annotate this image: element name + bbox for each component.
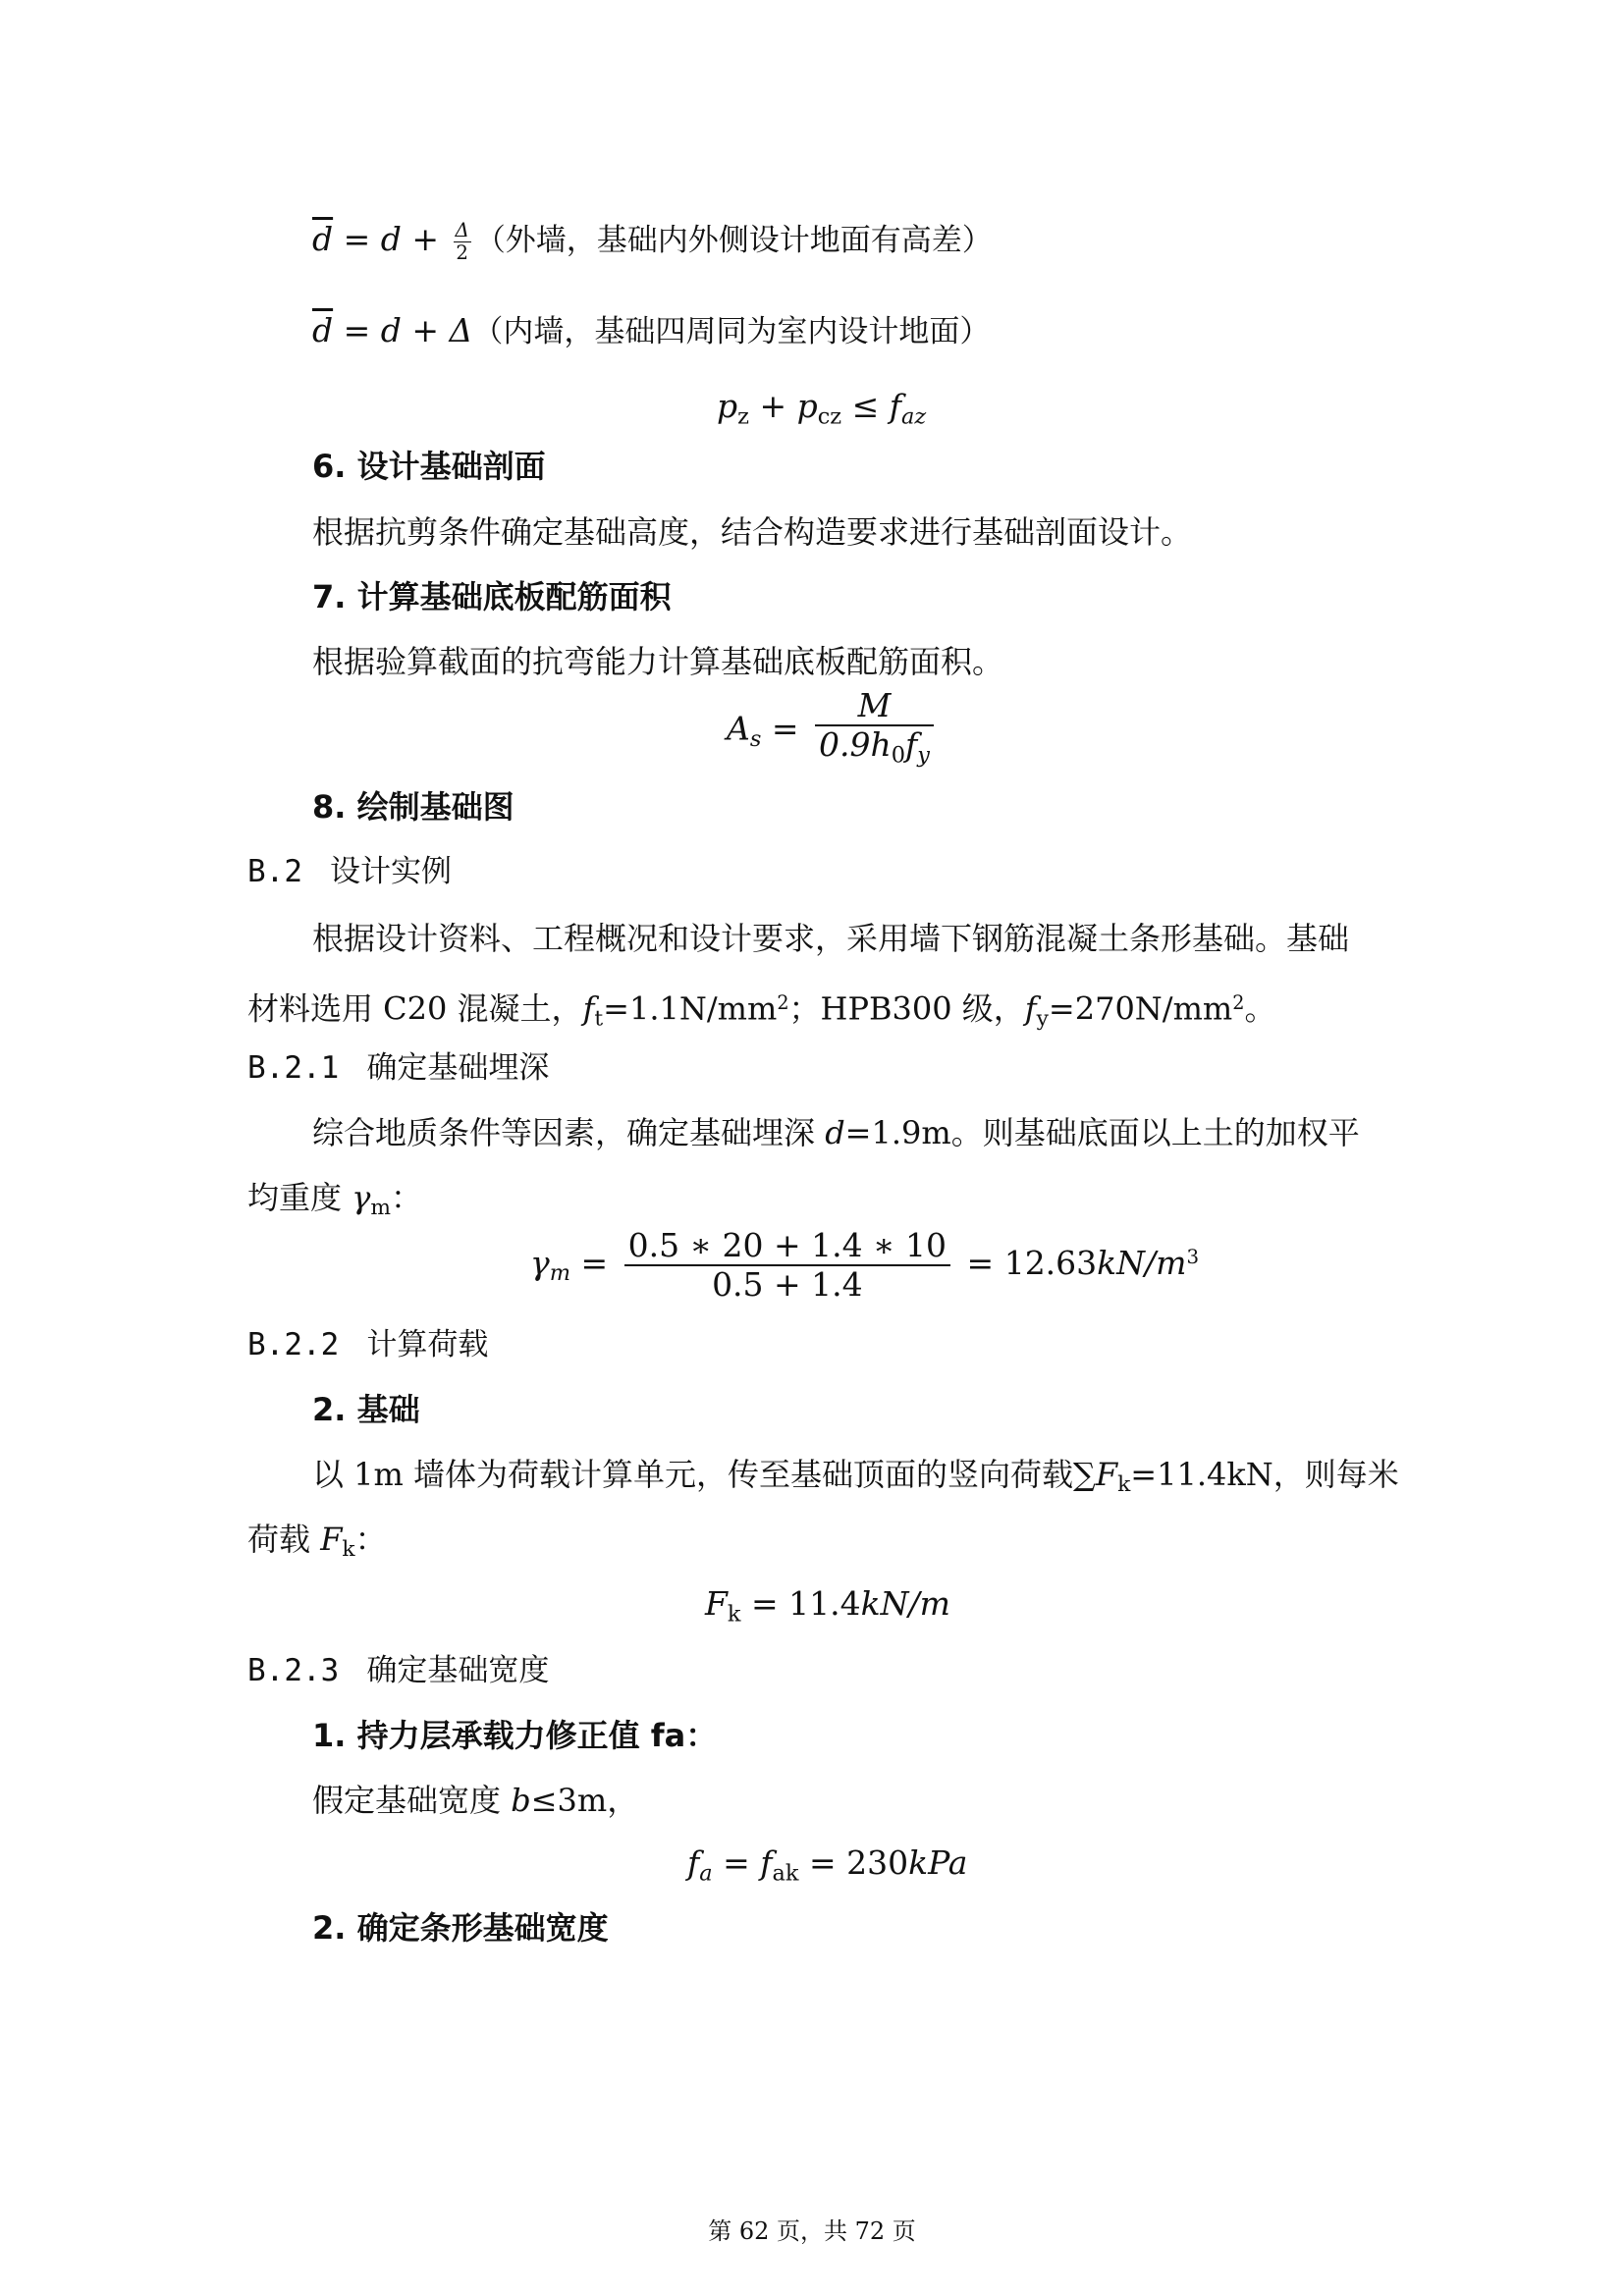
unit: kN/m xyxy=(860,1584,950,1623)
sym: f xyxy=(582,989,595,1028)
formula-gamma xyxy=(530,1227,1199,1304)
section-title: 确定基础埋深 xyxy=(366,1050,550,1086)
formula-as xyxy=(727,687,940,774)
d-bar-symbol: $\overline{d}$ xyxy=(312,220,334,258)
section-b2 xyxy=(247,850,452,893)
sup: 2 xyxy=(1232,991,1245,1014)
unit: kPa xyxy=(908,1843,968,1882)
sup: 2 xyxy=(777,991,789,1014)
section-number: B.2 xyxy=(247,854,302,889)
section-title: 计算荷载 xyxy=(366,1327,489,1362)
heading-8: 8. 绘制基础图 xyxy=(312,788,514,826)
section-b23 xyxy=(247,1649,549,1692)
text: 均重度 xyxy=(247,1179,352,1216)
formula-pz-check xyxy=(717,385,926,438)
heading-2-width: 2. 确定条形基础宽度 xyxy=(312,1909,609,1947)
formula-fa xyxy=(687,1842,967,1895)
sym-sub: s xyxy=(749,725,762,752)
frac-num: 0.5 ∗ 20 + 1.4 ∗ 10 xyxy=(624,1227,950,1266)
section-b22 xyxy=(247,1323,488,1366)
formula-fk xyxy=(705,1582,950,1635)
op: + xyxy=(748,387,797,425)
op: = xyxy=(712,1843,761,1882)
text: ≤3m， xyxy=(530,1782,639,1819)
section-b21 xyxy=(247,1046,549,1090)
result: = 12.63 xyxy=(956,1243,1098,1282)
text: ： xyxy=(390,1179,422,1216)
section-title: 确定基础宽度 xyxy=(366,1653,550,1688)
den-part: f xyxy=(905,724,918,764)
text: =11.4kN，则每米 xyxy=(1130,1456,1399,1493)
sym-sub: ak xyxy=(772,1860,799,1887)
frac-den: 0.5 + 1.4 xyxy=(712,1264,863,1304)
frac-den xyxy=(815,726,934,774)
sym: f xyxy=(687,1843,700,1882)
text: 材料选用 C20 混凝土， xyxy=(247,989,583,1028)
sym: p xyxy=(717,387,738,425)
formula-note: （外墙，基础内外侧设计地面有高差） xyxy=(474,223,993,258)
sym-sub: az xyxy=(900,403,927,430)
paragraph-depth-line2 xyxy=(247,1176,422,1230)
unit: kN/m xyxy=(1097,1243,1187,1282)
section-number: B.2.2 xyxy=(247,1327,340,1362)
text: 以 1m 墙体为荷载计算单元，传至基础顶面的竖向荷载∑ xyxy=(312,1456,1096,1493)
den-sub: y xyxy=(917,742,930,769)
paragraph-width xyxy=(312,1779,638,1822)
paragraph-load-line1 xyxy=(312,1453,1399,1507)
sym: f xyxy=(1024,989,1037,1028)
text: 。 xyxy=(1244,989,1276,1028)
paragraph-load-line2 xyxy=(247,1518,387,1572)
sym-sub: a xyxy=(699,1860,713,1887)
sym-sub: k xyxy=(727,1601,741,1628)
op: = xyxy=(761,709,809,748)
section-number: B.2.1 xyxy=(247,1050,340,1086)
result: = 230 xyxy=(798,1843,909,1882)
sym: γ xyxy=(530,1243,550,1282)
paragraph-depth-line1 xyxy=(312,1111,1360,1154)
text: 假定基础宽度 xyxy=(312,1782,512,1819)
paragraph-design-line1: 根据设计资料、工程概况和设计要求，采用墙下钢筋混凝土条形基础。基础 xyxy=(312,920,1350,957)
sym: A xyxy=(727,709,750,748)
frac-num: Δ xyxy=(455,218,469,241)
den-part: 0.9h xyxy=(819,724,892,764)
sym: γ xyxy=(352,1179,371,1216)
sym: F xyxy=(320,1521,343,1558)
sym-sub: m xyxy=(370,1196,391,1221)
page-footer: 第 62 页，共 72 页 xyxy=(708,2217,916,2245)
heading-2-base: 2. 基础 xyxy=(312,1391,420,1428)
op: = xyxy=(570,1243,619,1282)
text: ： xyxy=(354,1521,387,1558)
sym-sub: t xyxy=(594,1006,604,1032)
sym-sub: y xyxy=(1036,1006,1049,1032)
sym: F xyxy=(1095,1456,1118,1493)
as-fraction xyxy=(815,687,934,774)
sym-sub: k xyxy=(342,1537,355,1563)
text: 综合地质条件等因素，确定基础埋深 xyxy=(312,1114,826,1151)
heading-6: 6. 设计基础剖面 xyxy=(312,448,546,485)
text: ；HPB300 级， xyxy=(788,989,1025,1028)
text: =270N/mm xyxy=(1048,989,1233,1028)
delta-over-two xyxy=(454,220,471,264)
sym-sub: m xyxy=(549,1260,571,1287)
gamma-fraction xyxy=(624,1227,950,1304)
paragraph-design-line2 xyxy=(247,982,1276,1041)
sym: F xyxy=(705,1584,728,1623)
section-number: B.2.3 xyxy=(247,1653,340,1688)
sym-sub: k xyxy=(1117,1472,1131,1498)
sym: b xyxy=(511,1782,531,1819)
sym: p xyxy=(796,387,818,425)
sym-sub: z xyxy=(737,403,749,430)
formula-note: （内墙，基础四周同为室内设计地面） xyxy=(472,314,991,349)
frac-den: 2 xyxy=(456,240,468,264)
sup: 3 xyxy=(1186,1246,1200,1269)
sym-sub: cz xyxy=(817,403,842,430)
op: ≤ xyxy=(841,387,890,425)
paragraph-7: 根据验算截面的抗弯能力计算基础底板配筋面积。 xyxy=(312,643,1004,680)
heading-7: 7. 计算基础底板配筋面积 xyxy=(312,578,672,615)
section-title: 设计实例 xyxy=(330,854,452,889)
paragraph-6: 根据抗剪条件确定基础高度，结合构造要求进行基础剖面设计。 xyxy=(312,513,1193,551)
sym: d xyxy=(825,1114,845,1151)
result: = 11.4 xyxy=(740,1584,861,1623)
formula-d-bar-inner xyxy=(312,309,990,353)
sym: f xyxy=(760,1843,773,1882)
d-bar-symbol: $\overline{d}$ xyxy=(312,311,334,349)
text: =1.1N/mm xyxy=(603,989,778,1028)
heading-1-fa: 1. 持力层承载力修正值 fa： xyxy=(312,1717,718,1754)
sym: f xyxy=(889,387,901,425)
formula-d-bar-outer xyxy=(312,218,993,263)
formula-text: = d + xyxy=(333,220,450,258)
frac-num: M xyxy=(815,687,934,726)
formula-text: = d + Δ xyxy=(333,311,473,349)
text: 荷载 xyxy=(247,1521,321,1558)
text: =1.9m。则基础底面以上土的加权平 xyxy=(844,1114,1360,1151)
den-sub: 0 xyxy=(891,742,906,769)
